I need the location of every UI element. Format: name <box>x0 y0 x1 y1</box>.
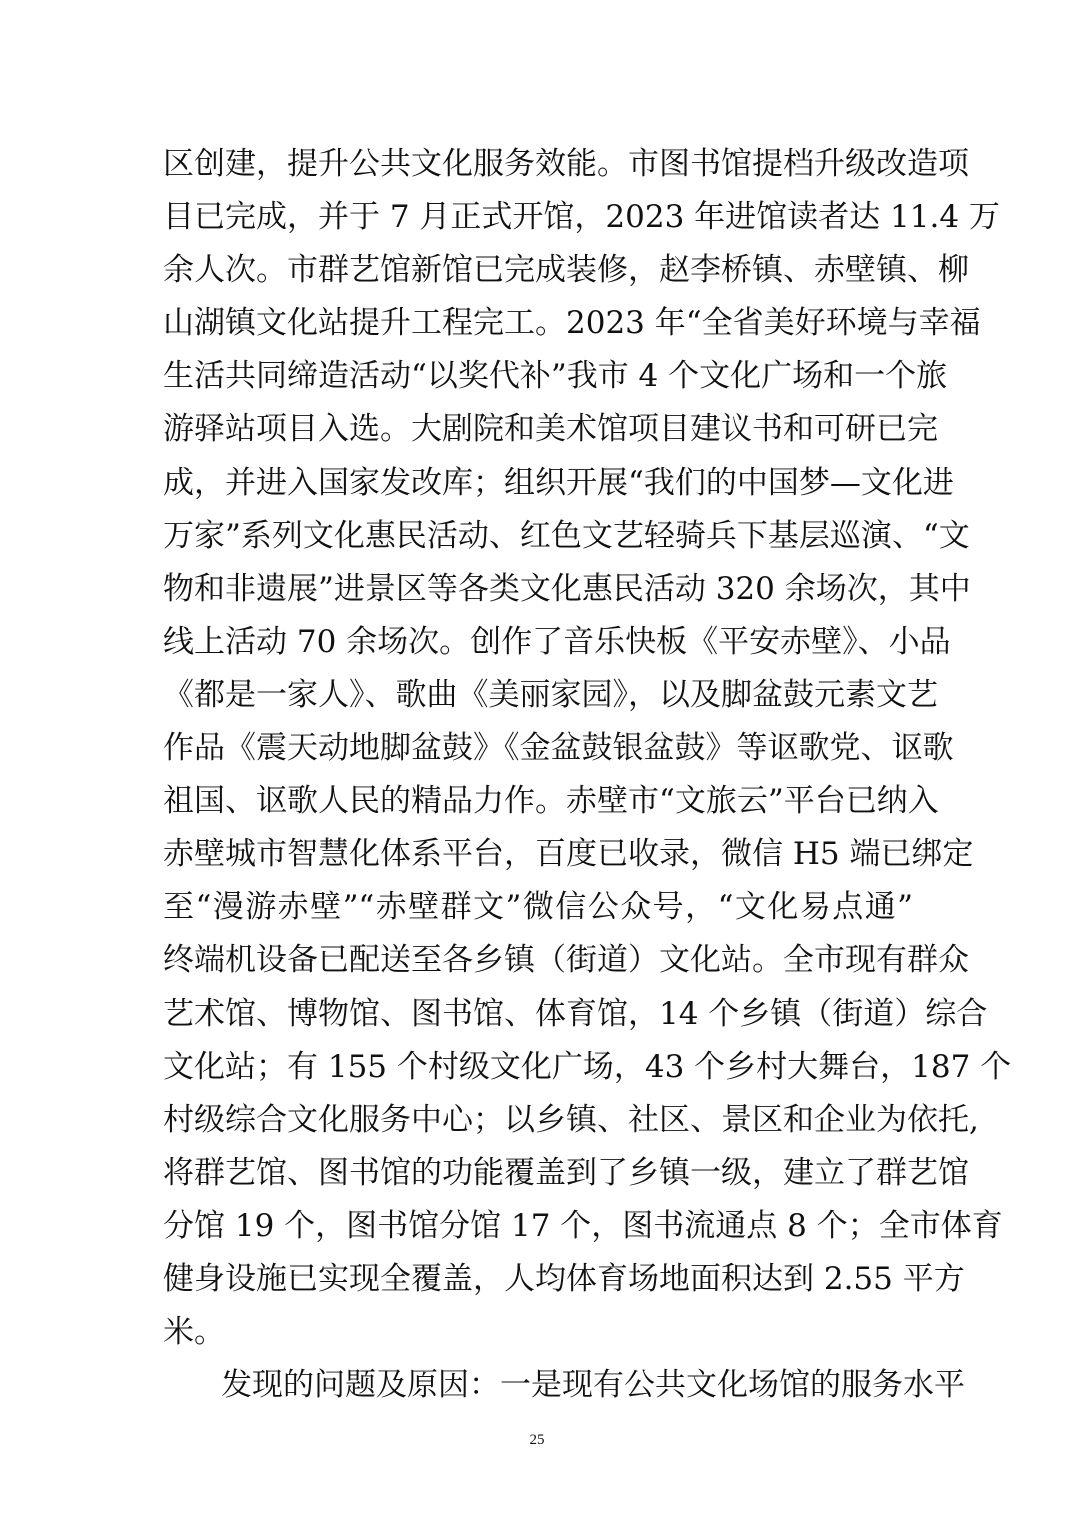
text-line: 物和非遗展”进景区等各类文化惠民活动 320 余场次，其中 <box>163 570 971 607</box>
text-line: 将群艺馆、图书馆的功能覆盖到了乡镇一级，建立了群艺馆 <box>163 1154 969 1191</box>
document-body <box>163 138 1012 1412</box>
text-line: 艺术馆、博物馆、图书馆、体育馆，14 个乡镇（街道）综合 <box>163 995 988 1032</box>
text-line: 余人次。市群艺馆新馆已完成装修，赵李桥镇、赤壁镇、柳 <box>163 252 969 289</box>
text-line: 成，并进入国家发改库；组织开展“我们的中国梦—文化进 <box>163 464 954 501</box>
paragraph-start-line: 发现的问题及原因：一是现有公共文化场馆的服务水平 <box>221 1367 965 1404</box>
text-line: 赤壁城市智慧化体系平台，百度已收录，微信 H5 端已绑定 <box>163 836 974 873</box>
page-number: 25 <box>529 1432 545 1448</box>
text-line: 万家”系列文化惠民活动、红色文艺轻骑兵下基层巡演、“文 <box>163 517 970 554</box>
text-line: 祖国、讴歌人民的精品力作。赤壁市“文旅云”平台已纳入 <box>163 783 939 820</box>
text-line: 健身设施已实现全覆盖，人均体育场地面积达到 2.55 平方 <box>163 1260 965 1297</box>
text-line: 终端机设备已配送至各乡镇（街道）文化站。全市现有群众 <box>163 942 969 979</box>
text-line: 生活共同缔造活动“以奖代补”我市 4 个文化广场和一个旅 <box>163 358 948 395</box>
text-line: 文化站；有 155 个村级文化广场，43 个乡村大舞台，187 个 <box>163 1048 1012 1085</box>
text-line: 目已完成，并于 7 月正式开馆，2023 年进馆读者达 11.4 万 <box>163 199 1000 236</box>
text-line: 山湖镇文化站提升工程完工。2023 年“全省美好环境与幸福 <box>163 305 981 342</box>
text-line: 游驿站项目入选。大剧院和美术馆项目建议书和可研已完 <box>163 411 938 448</box>
text-line: 作品《震天动地脚盆鼓》《金盆鼓银盆鼓》等讴歌党、讴歌 <box>163 730 954 767</box>
text-line: 米。 <box>163 1314 225 1351</box>
text-line: 分馆 19 个，图书馆分馆 17 个，图书流通点 8 个；全市体育 <box>163 1207 1003 1244</box>
text-line: 《都是一家人》、歌曲《美丽家园》，以及脚盆鼓元素文艺 <box>163 676 938 713</box>
text-line: 线上活动 70 余场次。创作了音乐快板《平安赤壁》、小品 <box>163 623 951 660</box>
text-line: 村级综合文化服务中心；以乡镇、社区、景区和企业为依托, <box>163 1101 979 1138</box>
text-line: 至“漫游赤壁”“赤壁群文”微信公众号，“文化易点通” <box>163 889 913 926</box>
text-line: 区创建，提升公共文化服务效能。市图书馆提档升级改造项 <box>163 146 969 182</box>
